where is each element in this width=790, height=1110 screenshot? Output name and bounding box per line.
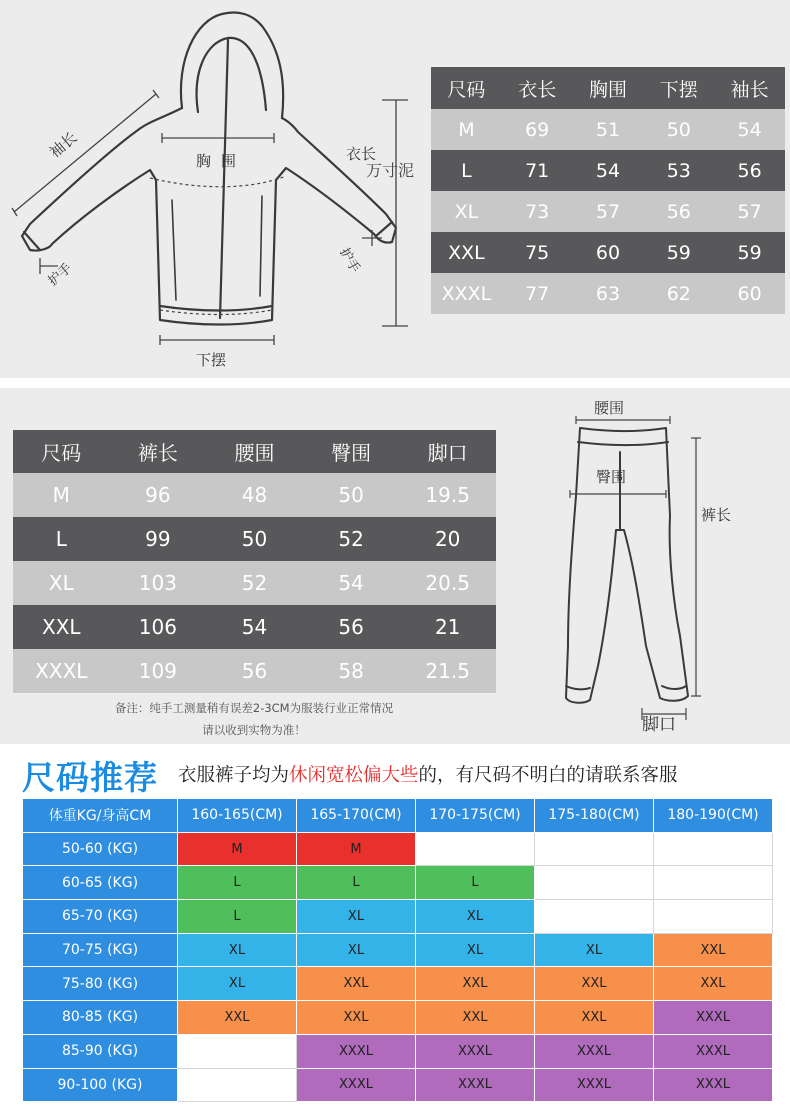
table-cell: 71 — [502, 150, 573, 191]
desc-text: 衣服裤子均为 — [178, 765, 290, 786]
header-cell: 裤长 — [110, 430, 207, 473]
length-label: 衣长 — [346, 145, 377, 163]
table-cell: 59 — [643, 232, 714, 273]
table-cell: XXXL — [431, 273, 502, 314]
table-cell: 60 — [573, 232, 644, 273]
corner-header: 体重KG/身高CM — [23, 799, 178, 833]
hoodie-diagram — [0, 0, 430, 378]
table-cell: 21 — [399, 605, 496, 649]
size-cell: XXXL — [654, 1001, 773, 1035]
table-cell: XL — [431, 191, 502, 232]
table-row — [431, 232, 785, 273]
header-cell: 尺码 — [431, 67, 502, 109]
table-cell: M — [13, 473, 110, 517]
hip-label: 臀围 — [596, 468, 627, 486]
header-cell: 脚口 — [399, 430, 496, 473]
table-row — [431, 191, 785, 232]
size-cell — [535, 900, 654, 934]
left-cuff-label: 护手 — [45, 260, 76, 290]
table-cell: 54 — [573, 150, 644, 191]
desc-text: 的，有尺码不明白的请联系客服 — [418, 765, 678, 786]
header-cell: 腰围 — [206, 430, 303, 473]
weight-header: 65-70 (KG) — [23, 900, 178, 934]
table-row — [13, 517, 496, 561]
hem-label: 下摆 — [196, 351, 227, 369]
note-line: 备注：纯手工测量稍有误差2-3CM为服装行业正常情况 — [114, 701, 394, 715]
table-header-row — [13, 430, 496, 473]
table-cell: 62 — [643, 273, 714, 314]
weight-header: 90-100 (KG) — [23, 1068, 178, 1102]
table-cell: 50 — [643, 109, 714, 150]
size-cell: XXXL — [297, 1068, 416, 1102]
table-cell: 60 — [714, 273, 785, 314]
table-cell: 51 — [573, 109, 644, 150]
size-recommendation-description — [178, 761, 678, 787]
size-cell: XXL — [416, 967, 535, 1001]
table-cell: 54 — [714, 109, 785, 150]
pants-length-label: 裤长 — [701, 506, 732, 524]
right-cuff-label: 护手 — [336, 245, 363, 276]
table-cell: XL — [13, 561, 110, 605]
chest-label: 胸围 — [196, 152, 247, 170]
size-recommendation-title: 尺码推荐 — [22, 758, 158, 797]
pants-diagram — [550, 396, 730, 736]
table-cell: 52 — [206, 561, 303, 605]
table-row — [23, 1034, 773, 1068]
table-cell: 56 — [643, 191, 714, 232]
table-row — [23, 1068, 773, 1102]
weight-header: 75-80 (KG) — [23, 967, 178, 1001]
table-cell: 52 — [303, 517, 400, 561]
size-cell: XL — [297, 900, 416, 934]
size-cell: XL — [535, 933, 654, 967]
table-cell: 75 — [502, 232, 573, 273]
header-cell: 袖长 — [714, 67, 785, 109]
table-cell: 99 — [110, 517, 207, 561]
table-cell: 21.5 — [399, 649, 496, 693]
sleeve-label: 袖长 — [46, 128, 81, 162]
table-cell: 53 — [643, 150, 714, 191]
table-cell: 20 — [399, 517, 496, 561]
jacket-size-table — [431, 67, 785, 314]
size-cell — [178, 1034, 297, 1068]
measurement-note — [12, 697, 496, 741]
header-cell: 臀围 — [303, 430, 400, 473]
desc-highlight: 休闲宽松偏大些 — [289, 765, 419, 786]
table-row — [431, 273, 785, 314]
size-cell — [654, 832, 773, 866]
size-cell — [654, 866, 773, 900]
size-cell: XXXL — [535, 1034, 654, 1068]
size-cell: XXL — [535, 1001, 654, 1035]
size-cell: XXL — [297, 967, 416, 1001]
table-cell: 56 — [206, 649, 303, 693]
header-cell: 胸围 — [573, 67, 644, 109]
watermark-text: 万寸泥 — [366, 161, 415, 180]
table-cell: 50 — [206, 517, 303, 561]
table-row — [23, 866, 773, 900]
jacket-size-panel — [0, 0, 790, 378]
size-cell: L — [297, 866, 416, 900]
table-row — [13, 473, 496, 517]
table-header-row — [431, 67, 785, 109]
size-cell: XXXL — [535, 1068, 654, 1102]
size-cell: XXXL — [416, 1034, 535, 1068]
size-cell: XXXL — [416, 1068, 535, 1102]
table-cell: 57 — [714, 191, 785, 232]
size-cell: XXXL — [297, 1034, 416, 1068]
table-cell: 48 — [206, 473, 303, 517]
weight-header: 85-90 (KG) — [23, 1034, 178, 1068]
header-cell: 衣长 — [502, 67, 573, 109]
size-cell — [535, 832, 654, 866]
size-recommendation-table — [22, 798, 773, 1102]
table-header-row — [23, 799, 773, 833]
recommendation-body — [23, 832, 773, 1102]
size-cell: L — [416, 866, 535, 900]
table-row — [13, 605, 496, 649]
table-cell: L — [431, 150, 502, 191]
size-cell — [178, 1068, 297, 1102]
pants-size-table — [13, 430, 496, 693]
table-cell: 69 — [502, 109, 573, 150]
height-header: 165-170(CM) — [297, 799, 416, 833]
note-line: 请以收到实物为准！ — [202, 723, 306, 737]
table-row — [13, 561, 496, 605]
weight-header: 50-60 (KG) — [23, 832, 178, 866]
size-cell: XXXL — [654, 1068, 773, 1102]
table-cell: 109 — [110, 649, 207, 693]
table-cell: M — [431, 109, 502, 150]
table-cell: 54 — [206, 605, 303, 649]
table-cell: 96 — [110, 473, 207, 517]
size-cell: L — [178, 900, 297, 934]
size-cell: XXXL — [654, 1034, 773, 1068]
table-row — [23, 967, 773, 1001]
table-cell: 106 — [110, 605, 207, 649]
table-cell: 50 — [303, 473, 400, 517]
table-cell: XXL — [431, 232, 502, 273]
size-cell: L — [178, 866, 297, 900]
size-cell — [654, 900, 773, 934]
header-cell: 下摆 — [643, 67, 714, 109]
weight-header: 80-85 (KG) — [23, 1001, 178, 1035]
table-row — [23, 1001, 773, 1035]
table-row — [23, 832, 773, 866]
height-header: 180-190(CM) — [654, 799, 773, 833]
table-cell: XXL — [13, 605, 110, 649]
table-cell: 19.5 — [399, 473, 496, 517]
table-cell: 77 — [502, 273, 573, 314]
size-cell: XL — [178, 967, 297, 1001]
table-cell: 103 — [110, 561, 207, 605]
header-cell: 尺码 — [13, 430, 110, 473]
table-row — [23, 933, 773, 967]
table-cell: 59 — [714, 232, 785, 273]
table-row — [13, 649, 496, 693]
size-cell: XL — [416, 933, 535, 967]
size-cell: XXL — [297, 1001, 416, 1035]
table-cell: 56 — [714, 150, 785, 191]
table-row — [23, 900, 773, 934]
size-cell: XXL — [535, 967, 654, 1001]
weight-header: 70-75 (KG) — [23, 933, 178, 967]
size-cell: XXL — [654, 933, 773, 967]
table-cell: 58 — [303, 649, 400, 693]
height-header: 170-175(CM) — [416, 799, 535, 833]
table-row — [431, 109, 785, 150]
size-cell: XL — [178, 933, 297, 967]
table-cell: 73 — [502, 191, 573, 232]
table-cell: L — [13, 517, 110, 561]
ankle-label: 脚口 — [642, 715, 676, 735]
table-cell: 54 — [303, 561, 400, 605]
table-cell: 63 — [573, 273, 644, 314]
size-cell: XXL — [178, 1001, 297, 1035]
size-cell: XXL — [416, 1001, 535, 1035]
height-header: 160-165(CM) — [178, 799, 297, 833]
size-cell: M — [297, 832, 416, 866]
pants-size-panel — [0, 388, 790, 744]
waist-label: 腰围 — [594, 399, 625, 417]
size-cell — [416, 832, 535, 866]
table-cell: 20.5 — [399, 561, 496, 605]
size-cell: XXL — [654, 967, 773, 1001]
weight-header: 60-65 (KG) — [23, 866, 178, 900]
size-cell: XL — [416, 900, 535, 934]
table-cell: 57 — [573, 191, 644, 232]
table-cell: XXXL — [13, 649, 110, 693]
table-cell: 56 — [303, 605, 400, 649]
size-cell: XL — [297, 933, 416, 967]
table-row — [431, 150, 785, 191]
size-cell: M — [178, 832, 297, 866]
height-header: 175-180(CM) — [535, 799, 654, 833]
size-cell — [535, 866, 654, 900]
